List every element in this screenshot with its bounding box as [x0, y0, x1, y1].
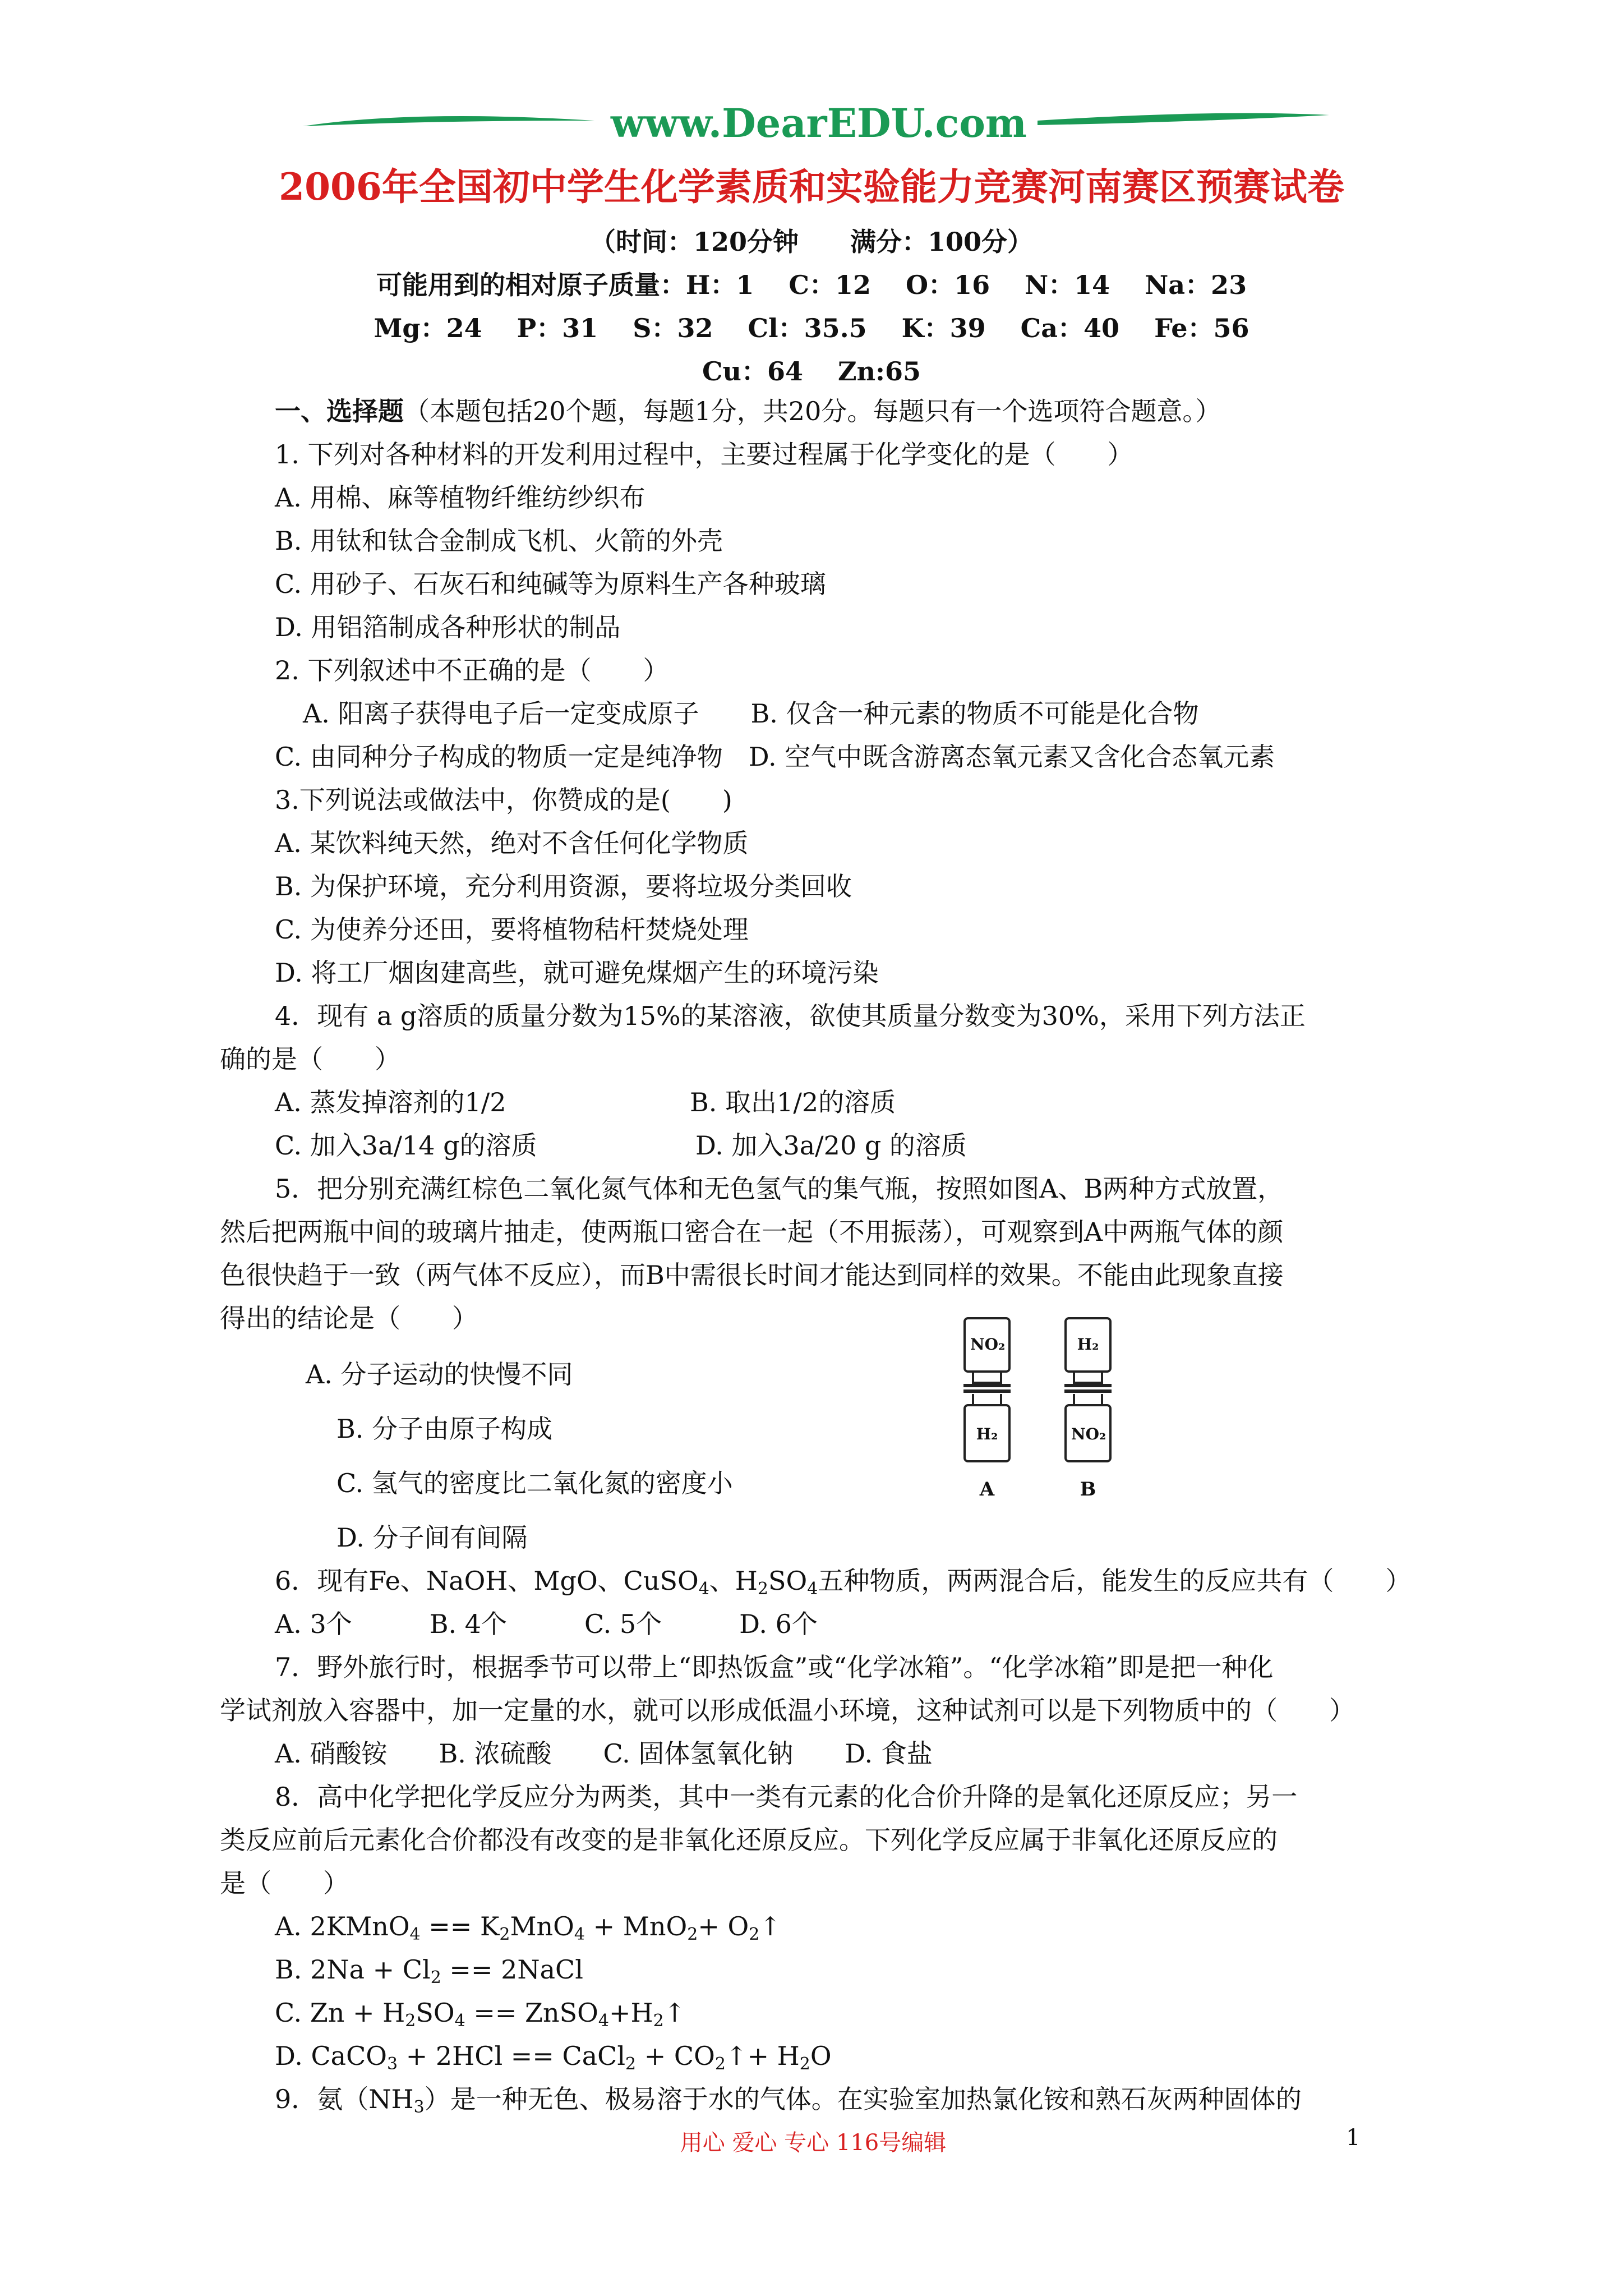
section-instruction: （本题包括20个题，每题1分，共20分。每题只有一个选项符合题意。） [404, 396, 1221, 426]
q9-text-2: ）是一种无色、极易溶于水的气体。在实验室加热氯化铵和熟石灰两种固体的 [424, 2084, 1302, 2114]
q8d-t4: + CO [636, 2041, 715, 2071]
jar-b-top-label: H₂ [1077, 1335, 1099, 1354]
q8d-s7: 2 [799, 2054, 810, 2074]
q8c-s3: 4 [454, 2011, 465, 2031]
q8c-t0: C. Zn + H [275, 1998, 405, 2028]
q8c-s7: 2 [653, 2011, 664, 2031]
q4-stem-2: 确的是（ ） [220, 1044, 400, 1074]
q1-option-a: A. 用棉、麻等植物纤维纺纱织布 [275, 482, 645, 513]
setup-b-label: B [1080, 1478, 1096, 1501]
q8a-s1: 4 [409, 1925, 421, 1944]
q6-stem [275, 1564, 1411, 1598]
q6-sub-1: 4 [698, 1579, 709, 1599]
q8d-t8: O [810, 2041, 832, 2071]
q8a-s5: 4 [574, 1925, 585, 1944]
page-number: 1 [1346, 2125, 1361, 2151]
header-left-swoosh [303, 104, 594, 143]
q6-text-1: 6．现有Fe、NaOH、MgO、CuSO [275, 1566, 699, 1596]
q3-option-a: A. 某饮料纯天然，绝对不含任何化学物质 [275, 828, 749, 858]
q8a-t8: + O [698, 1911, 749, 1941]
q8-option-d [275, 2039, 832, 2073]
q7-stem-2: 学试剂放入容器中，加一定量的水，就可以形成低温小环境，这种试剂可以是下列物质中的（ ） [220, 1695, 1355, 1726]
q5-stem-4: 得出的结论是（ ） [220, 1303, 478, 1333]
q5-option-b: B. 分子由原子构成 [336, 1414, 553, 1444]
q8d-s5: 2 [714, 2054, 726, 2074]
q8d-s1: 3 [387, 2054, 398, 2074]
q4-stem-1: 4．现有 a g溶质的质量分数为15%的某溶液，欲使其质量分数变为30%，采用下列方法正 [275, 1001, 1306, 1031]
section-title: 一、选择题 [275, 396, 404, 426]
q8a-s3: 2 [499, 1925, 510, 1944]
q9-text-1: 9．氨（NH [275, 2084, 414, 2114]
atomic-masses-3: Cu：64 Zn:65 [702, 356, 921, 386]
q2-options-cd: C. 由同种分子构成的物质一定是纯净物 D. 空气中既含游离态氧元素又含化合态氧元素 [275, 742, 1275, 772]
footer-credit: 用心 爱心 专心 116号编辑 [680, 2130, 947, 2156]
q8-option-b [275, 1953, 583, 1986]
q3-option-b: B. 为保护环境，充分利用资源，要将垃圾分类回收 [275, 871, 852, 901]
q2-options-ab: A. 阳离子获得电子后一定变成原子 B. 仅含一种元素的物质不可能是化合物 [303, 698, 1199, 729]
q8d-t0: D. CaCO [275, 2041, 388, 2071]
jar-a-bottom-label: H₂ [976, 1425, 998, 1443]
q3-stem: 3.下列说法或做法中，你赞成的是( ) [275, 785, 732, 815]
q3-option-c: C. 为使养分还田，要将植物秸杆焚烧处理 [275, 914, 749, 945]
jar-b-bottom-label: NO₂ [1071, 1425, 1106, 1443]
q8d-t6: ↑+ H [725, 2041, 800, 2071]
q8a-t0: A. 2KMnO [275, 1911, 410, 1941]
q8a-t2: == K [420, 1911, 500, 1941]
q9-stem [275, 2082, 1302, 2116]
q8a-t10: ↑ [759, 1911, 781, 1941]
header-right-swoosh [1038, 104, 1329, 143]
q8-stem-3: 是（ ） [220, 1868, 349, 1898]
q4-option-d: D. 加入3a/20 g 的溶质 [695, 1130, 967, 1161]
q5-option-c: C. 氢气的密度比二氧化氮的密度小 [336, 1468, 733, 1498]
q8-stem-1: 8．高中化学把化学反应分为两类，其中一类有元素的化合价升降的是氧化还原反应；另一 [275, 1782, 1298, 1812]
q1-option-c: C. 用砂子、石灰石和纯碱等为原料生产各种玻璃 [275, 569, 826, 599]
gas-jar-figure [948, 1313, 1138, 1515]
site-logo: www.DearEDU.com [610, 100, 1027, 146]
q5-stem-2: 然后把两瓶中间的玻璃片抽走，使两瓶口密合在一起（不用振荡），可观察到A中两瓶气体的颜 [220, 1217, 1284, 1247]
q8d-s3: 2 [625, 2054, 637, 2074]
q5-stem-1: 5．把分别充满红棕色二氧化氮气体和无色氢气的集气瓶，按照如图A、B两种方式放置， [275, 1174, 1284, 1204]
q8c-t2: SO [416, 1998, 455, 2028]
atomic-masses-2: Mg：24 P：31 S：32 Cl：35.5 K：39 Ca：40 Fe：56 [374, 313, 1249, 343]
q6-options: A. 3个 B. 4个 C. 5个 D. 6个 [275, 1609, 818, 1639]
q8c-t8: ↑ [663, 1998, 686, 2028]
q8a-t4: MnO [510, 1911, 574, 1941]
q5-option-a: A. 分子运动的快慢不同 [306, 1359, 573, 1389]
setup-a-label: A [979, 1478, 995, 1501]
q4-option-a: A. 蒸发掉溶剂的1/2 [275, 1087, 506, 1117]
q8c-s5: 4 [598, 2011, 609, 2031]
q8b-t0: B. 2Na + Cl [275, 1954, 431, 1985]
q6-text-2: 、H [709, 1566, 758, 1596]
q8d-t2: + 2HCl == CaCl [398, 2041, 626, 2071]
q8a-s7: 2 [687, 1925, 698, 1944]
q6-text-3: SO [768, 1566, 808, 1596]
q7-options: A. 硝酸铵 B. 浓硫酸 C. 固体氢氧化钠 D. 食盐 [275, 1738, 933, 1769]
q8c-s1: 2 [405, 2011, 416, 2031]
q6-sub-2: 2 [757, 1579, 769, 1599]
jar-a-top-label: NO₂ [970, 1335, 1006, 1354]
q9-sub: 3 [413, 2097, 425, 2117]
q8-stem-2: 类反应前后元素化合价都没有改变的是非氧化还原反应。下列化学反应属于非氧化还原反应的 [220, 1825, 1278, 1855]
q1-stem: 1. 下列对各种材料的开发利用过程中，主要过程属于化学变化的是（ ） [275, 439, 1133, 470]
q8a-s9: 2 [749, 1925, 760, 1944]
q8b-s1: 2 [430, 1968, 441, 1987]
q5-option-d: D. 分子间有间隔 [336, 1522, 528, 1553]
q2-stem: 2. 下列叙述中不正确的是（ ） [275, 655, 669, 685]
q8b-t2: == 2NaCl [441, 1954, 583, 1985]
q8-option-c [275, 1996, 685, 2030]
time-info: （时间：120分钟 满分：100分） [589, 227, 1034, 257]
q8-option-a [275, 1910, 781, 1943]
q1-option-b: B. 用钛和钛合金制成飞机、火箭的外壳 [275, 526, 723, 556]
q6-text-4: 五种物质，两两混合后，能发生的反应共有（ ） [818, 1566, 1412, 1596]
q4-option-b: B. 取出1/2的溶质 [690, 1087, 896, 1117]
q3-option-d: D. 将工厂烟囱建高些，就可避免煤烟产生的环境污染 [275, 958, 879, 988]
q6-sub-3: 4 [807, 1579, 818, 1599]
q4-option-c: C. 加入3a/14 g的溶质 [275, 1130, 537, 1161]
section-heading [275, 394, 1221, 428]
q8a-t6: + MnO [584, 1911, 688, 1941]
q1-option-d: D. 用铝箔制成各种形状的制品 [275, 612, 621, 642]
q5-stem-3: 色很快趋于一致（两气体不反应），而B中需很长时间才能达到同样的效果。不能由此现象直接 [220, 1260, 1284, 1290]
atomic-masses-1: 可能用到的相对原子质量：H：1 C：12 O：16 N：14 Na：23 [376, 270, 1247, 300]
q7-stem-1: 7．野外旅行时，根据季节可以带上“即热饭盒”或“化学冰箱”。“化学冰箱”即是把一种化 [275, 1652, 1274, 1682]
q8c-t4: == ZnSO [465, 1998, 598, 2028]
page-title: 2006年全国初中学生化学素质和实验能力竞赛河南赛区预赛试卷 [279, 165, 1344, 209]
q8c-t6: +H [608, 1998, 653, 2028]
